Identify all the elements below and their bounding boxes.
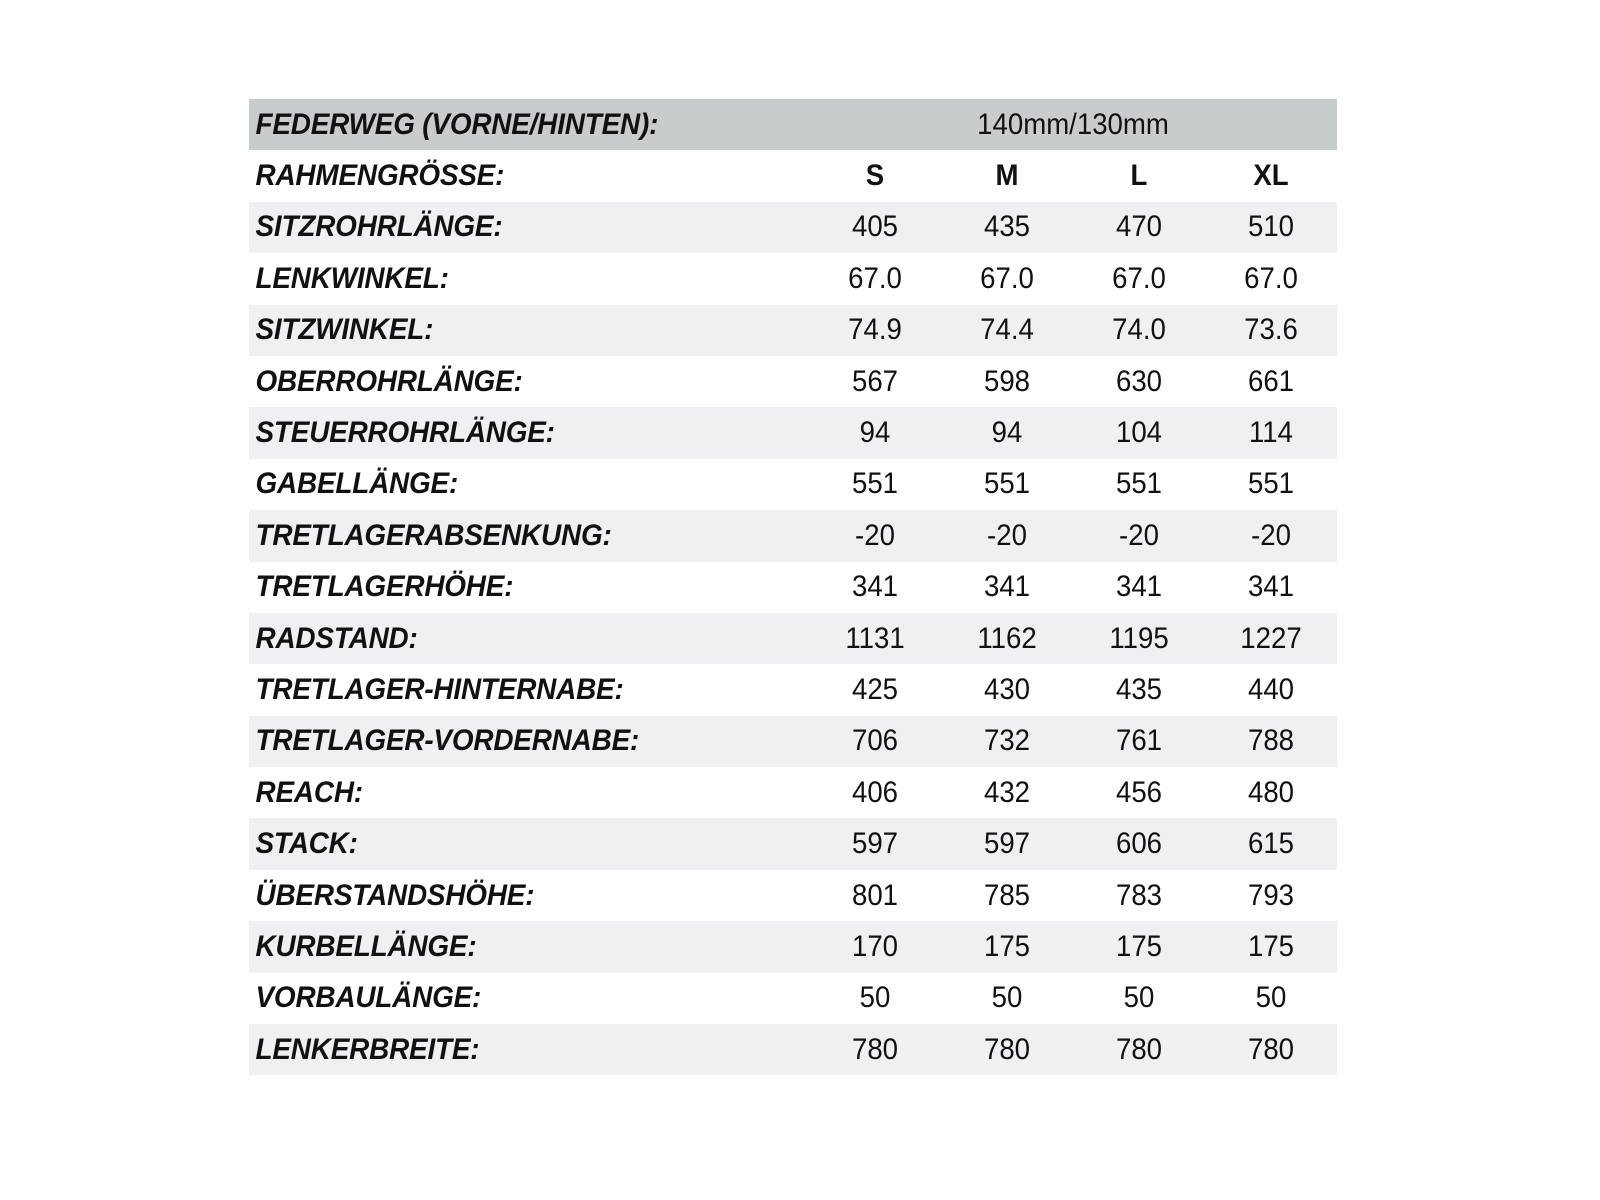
measurement-value: 104 bbox=[1115, 416, 1163, 450]
measurement-value: 406 bbox=[851, 775, 899, 809]
measurement-value: 615 bbox=[1247, 827, 1295, 861]
frame-size-cell-s bbox=[809, 150, 941, 201]
measurement-value: 551 bbox=[1115, 467, 1163, 501]
measurement-value-cell bbox=[941, 510, 1073, 561]
measurement-value-cell bbox=[941, 613, 1073, 664]
measurement-value-cell bbox=[809, 510, 941, 561]
measurement-value-cell bbox=[1205, 921, 1337, 972]
measurement-value: 67.0 bbox=[1112, 261, 1166, 295]
table-row bbox=[249, 407, 1337, 458]
measurement-value-cell bbox=[1205, 818, 1337, 869]
measurement-value-cell bbox=[1205, 510, 1337, 561]
measurement-value-cell bbox=[809, 664, 941, 715]
suspension-travel-label: FEDERWEG (VORNE/HINTEN): bbox=[255, 107, 659, 141]
measurement-label-cell bbox=[249, 253, 809, 304]
table-row bbox=[249, 562, 1337, 613]
frame-size-cell-m bbox=[941, 150, 1073, 201]
measurement-value-cell bbox=[1205, 973, 1337, 1024]
table-row bbox=[249, 202, 1337, 253]
measurement-value: 788 bbox=[1247, 724, 1295, 758]
suspension-travel-row bbox=[249, 99, 1337, 150]
measurement-value-cell bbox=[941, 253, 1073, 304]
table-row bbox=[249, 305, 1337, 356]
measurement-label-cell bbox=[249, 510, 809, 561]
measurement-value: 73.6 bbox=[1244, 313, 1298, 347]
measurement-value: 175 bbox=[1247, 929, 1295, 963]
measurement-label-cell bbox=[249, 407, 809, 458]
measurement-value: 597 bbox=[851, 827, 899, 861]
measurement-value: 435 bbox=[983, 210, 1031, 244]
measurement-value: 94 bbox=[859, 416, 891, 450]
geometry-table bbox=[249, 99, 1337, 1075]
table-row bbox=[249, 716, 1337, 767]
table-row bbox=[249, 973, 1337, 1024]
measurement-value: 432 bbox=[983, 775, 1031, 809]
measurement-value-cell bbox=[1073, 664, 1205, 715]
measurement-value: 567 bbox=[851, 364, 899, 398]
measurement-label-cell bbox=[249, 818, 809, 869]
measurement-value-cell bbox=[1073, 921, 1205, 972]
measurement-value-cell bbox=[1073, 356, 1205, 407]
measurement-label-cell bbox=[249, 1024, 809, 1075]
measurement-value: 551 bbox=[983, 467, 1031, 501]
frame-size-s: S bbox=[865, 159, 885, 193]
measurement-value: -20 bbox=[855, 518, 895, 552]
measurement-value: 551 bbox=[1247, 467, 1295, 501]
measurement-value-cell bbox=[809, 973, 941, 1024]
measurement-value-cell bbox=[1205, 716, 1337, 767]
measurement-value-cell bbox=[1073, 613, 1205, 664]
measurement-value: 780 bbox=[983, 1032, 1031, 1066]
measurement-value-cell bbox=[1073, 407, 1205, 458]
measurement-value: 74.9 bbox=[848, 313, 902, 347]
measurement-label: REACH: bbox=[255, 775, 363, 809]
measurement-value-cell bbox=[1073, 818, 1205, 869]
measurement-label: STACK: bbox=[255, 827, 358, 861]
measurement-label: TRETLAGER-HINTERNABE: bbox=[255, 672, 624, 706]
measurement-value-cell bbox=[1073, 1024, 1205, 1075]
measurement-value: 510 bbox=[1247, 210, 1295, 244]
measurement-value: 74.0 bbox=[1112, 313, 1166, 347]
geometry-table-body bbox=[249, 99, 1337, 1075]
measurement-value-cell bbox=[1205, 407, 1337, 458]
measurement-label: KURBELLÄNGE: bbox=[255, 929, 477, 963]
measurement-value: -20 bbox=[987, 518, 1027, 552]
measurement-value: 435 bbox=[1115, 672, 1163, 706]
measurement-value-cell bbox=[809, 767, 941, 818]
measurement-label-cell bbox=[249, 973, 809, 1024]
measurement-value: 50 bbox=[991, 981, 1023, 1015]
measurement-value-cell bbox=[1205, 305, 1337, 356]
measurement-value: 630 bbox=[1115, 364, 1163, 398]
measurement-label: SITZROHRLÄNGE: bbox=[255, 210, 503, 244]
measurement-value-cell bbox=[809, 562, 941, 613]
measurement-value: 114 bbox=[1249, 416, 1294, 450]
measurement-value-cell bbox=[1073, 870, 1205, 921]
measurement-label: LENKERBREITE: bbox=[255, 1032, 480, 1066]
table-row bbox=[249, 613, 1337, 664]
measurement-value-cell bbox=[941, 407, 1073, 458]
suspension-travel-value: 140mm/130mm bbox=[977, 107, 1169, 141]
table-row bbox=[249, 870, 1337, 921]
measurement-label: OBERROHRLÄNGE: bbox=[255, 364, 523, 398]
measurement-value: 440 bbox=[1247, 672, 1295, 706]
measurement-value-cell bbox=[1073, 973, 1205, 1024]
table-row bbox=[249, 664, 1337, 715]
measurement-value-cell bbox=[1205, 202, 1337, 253]
measurement-value-cell bbox=[1205, 459, 1337, 510]
table-row bbox=[249, 921, 1337, 972]
measurement-value: -20 bbox=[1251, 518, 1291, 552]
measurement-value-cell bbox=[809, 356, 941, 407]
measurement-value-cell bbox=[941, 921, 1073, 972]
measurement-value-cell bbox=[941, 818, 1073, 869]
measurement-label: RADSTAND: bbox=[255, 621, 418, 655]
measurement-value-cell bbox=[941, 356, 1073, 407]
measurement-value-cell bbox=[941, 716, 1073, 767]
measurement-value: 480 bbox=[1247, 775, 1295, 809]
measurement-label-cell bbox=[249, 562, 809, 613]
measurement-value: 456 bbox=[1115, 775, 1163, 809]
measurement-value-cell bbox=[941, 459, 1073, 510]
table-row bbox=[249, 356, 1337, 407]
measurement-value-cell bbox=[809, 716, 941, 767]
measurement-value-cell bbox=[1205, 1024, 1337, 1075]
measurement-label-cell bbox=[249, 356, 809, 407]
measurement-value: 67.0 bbox=[848, 261, 902, 295]
measurement-value: 341 bbox=[983, 570, 1031, 604]
measurement-value: 470 bbox=[1115, 210, 1163, 244]
measurement-value: 801 bbox=[851, 878, 899, 912]
measurement-value: 50 bbox=[1123, 981, 1155, 1015]
measurement-value-cell bbox=[1205, 253, 1337, 304]
measurement-value: 425 bbox=[851, 672, 899, 706]
measurement-value: 341 bbox=[1115, 570, 1163, 604]
measurement-value: 175 bbox=[983, 929, 1031, 963]
measurement-value: 551 bbox=[851, 467, 899, 501]
frame-size-cell-xl bbox=[1205, 150, 1337, 201]
measurement-value: 732 bbox=[983, 724, 1031, 758]
measurement-label-cell bbox=[249, 305, 809, 356]
measurement-value: 341 bbox=[1247, 570, 1295, 604]
measurement-value: 597 bbox=[983, 827, 1031, 861]
measurement-value: 67.0 bbox=[1244, 261, 1298, 295]
measurement-value: 1131 bbox=[845, 621, 905, 655]
measurement-label-cell bbox=[249, 664, 809, 715]
measurement-value-cell bbox=[1073, 253, 1205, 304]
measurement-label: SITZWINKEL: bbox=[255, 313, 434, 347]
measurement-value: 780 bbox=[851, 1032, 899, 1066]
suspension-travel-label-cell bbox=[249, 99, 809, 150]
measurement-value-cell bbox=[1205, 870, 1337, 921]
measurement-value-cell bbox=[1073, 562, 1205, 613]
measurement-value: 761 bbox=[1115, 724, 1163, 758]
measurement-value: 50 bbox=[1255, 981, 1287, 1015]
measurement-value-cell bbox=[941, 562, 1073, 613]
measurement-value-cell bbox=[809, 202, 941, 253]
table-row bbox=[249, 510, 1337, 561]
measurement-value-cell bbox=[809, 613, 941, 664]
measurement-label: VORBAULÄNGE: bbox=[255, 981, 482, 1015]
table-row bbox=[249, 459, 1337, 510]
table-row bbox=[249, 1024, 1337, 1075]
measurement-label-cell bbox=[249, 202, 809, 253]
measurement-value-cell bbox=[1073, 459, 1205, 510]
frame-size-l: L bbox=[1130, 159, 1148, 193]
measurement-value-cell bbox=[809, 1024, 941, 1075]
measurement-value-cell bbox=[809, 818, 941, 869]
measurement-value: 780 bbox=[1115, 1032, 1163, 1066]
frame-size-header-row bbox=[249, 150, 1337, 201]
measurement-value-cell bbox=[941, 202, 1073, 253]
measurement-value-cell bbox=[1205, 562, 1337, 613]
measurement-label-cell bbox=[249, 716, 809, 767]
measurement-value-cell bbox=[941, 767, 1073, 818]
measurement-value: -20 bbox=[1119, 518, 1159, 552]
measurement-value-cell bbox=[1205, 664, 1337, 715]
measurement-value-cell bbox=[809, 253, 941, 304]
measurement-value: 783 bbox=[1115, 878, 1163, 912]
measurement-value: 175 bbox=[1115, 929, 1163, 963]
table-row bbox=[249, 253, 1337, 304]
frame-size-label-cell bbox=[249, 150, 809, 201]
measurement-value: 67.0 bbox=[980, 261, 1034, 295]
measurement-value: 1227 bbox=[1240, 621, 1302, 655]
measurement-value-cell bbox=[1073, 767, 1205, 818]
frame-size-xl: XL bbox=[1253, 159, 1289, 193]
measurement-value: 1195 bbox=[1109, 621, 1169, 655]
measurement-label: TRETLAGERHÖHE: bbox=[255, 570, 514, 604]
measurement-value-cell bbox=[941, 305, 1073, 356]
measurement-value: 74.4 bbox=[980, 313, 1034, 347]
measurement-label: TRETLAGERABSENKUNG: bbox=[255, 518, 612, 552]
measurement-value-cell bbox=[1073, 716, 1205, 767]
suspension-travel-value-cell bbox=[809, 99, 1337, 150]
measurement-value-cell bbox=[809, 459, 941, 510]
measurement-value-cell bbox=[1073, 510, 1205, 561]
measurement-label: STEUERROHRLÄNGE: bbox=[255, 416, 555, 450]
measurement-label-cell bbox=[249, 613, 809, 664]
measurement-value: 706 bbox=[851, 724, 899, 758]
frame-size-cell-l bbox=[1073, 150, 1205, 201]
measurement-value-cell bbox=[941, 870, 1073, 921]
measurement-value: 94 bbox=[991, 416, 1023, 450]
measurement-label: TRETLAGER-VORDERNABE: bbox=[255, 724, 640, 758]
measurement-value: 606 bbox=[1115, 827, 1163, 861]
measurement-label: GABELLÄNGE: bbox=[255, 467, 459, 501]
measurement-value: 780 bbox=[1247, 1032, 1295, 1066]
table-row bbox=[249, 767, 1337, 818]
measurement-label: LENKWINKEL: bbox=[255, 261, 449, 295]
measurement-value: 793 bbox=[1247, 878, 1295, 912]
measurement-value-cell bbox=[1205, 613, 1337, 664]
measurement-value: 785 bbox=[983, 878, 1031, 912]
measurement-value: 661 bbox=[1247, 364, 1295, 398]
measurement-value: 598 bbox=[983, 364, 1031, 398]
measurement-value-cell bbox=[1073, 202, 1205, 253]
measurement-value-cell bbox=[941, 664, 1073, 715]
measurement-value-cell bbox=[941, 973, 1073, 1024]
frame-size-label: RAHMENGRÖSSE: bbox=[255, 159, 505, 193]
measurement-value: 341 bbox=[851, 570, 899, 604]
measurement-value-cell bbox=[1205, 356, 1337, 407]
measurement-label-cell bbox=[249, 459, 809, 510]
measurement-label: ÜBERSTANDSHÖHE: bbox=[255, 878, 535, 912]
table-row bbox=[249, 818, 1337, 869]
measurement-value: 405 bbox=[851, 210, 899, 244]
measurement-value-cell bbox=[941, 1024, 1073, 1075]
measurement-label-cell bbox=[249, 921, 809, 972]
measurement-value-cell bbox=[1073, 305, 1205, 356]
measurement-value-cell bbox=[809, 407, 941, 458]
measurement-value: 430 bbox=[983, 672, 1031, 706]
measurement-label-cell bbox=[249, 767, 809, 818]
measurement-value: 170 bbox=[851, 929, 899, 963]
frame-size-m: M bbox=[995, 159, 1019, 193]
measurement-value: 1162 bbox=[977, 621, 1037, 655]
measurement-value: 50 bbox=[859, 981, 891, 1015]
measurement-value-cell bbox=[809, 305, 941, 356]
measurement-label-cell bbox=[249, 870, 809, 921]
measurement-value-cell bbox=[809, 921, 941, 972]
measurement-value-cell bbox=[809, 870, 941, 921]
measurement-value-cell bbox=[1205, 767, 1337, 818]
